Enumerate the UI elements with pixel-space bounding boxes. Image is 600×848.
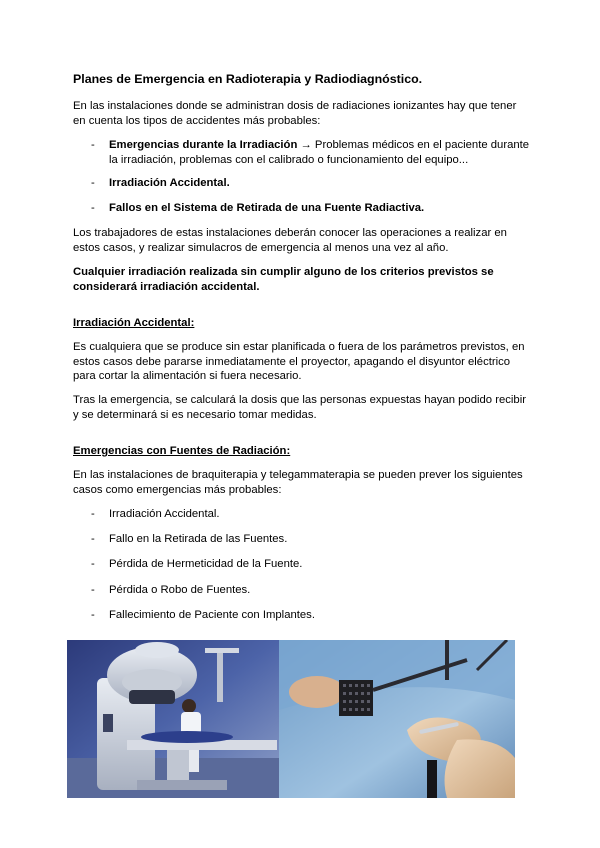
bullet-dash: - xyxy=(91,139,95,151)
photo-strip xyxy=(67,640,515,798)
list-item-text: Fallo en la Retirada de las Fuentes. xyxy=(109,533,288,545)
section-heading-irradiacion: Irradiación Accidental: xyxy=(73,317,195,329)
bullet-dash: - xyxy=(91,609,95,621)
bullet-dash: - xyxy=(91,584,95,596)
bullet-dash: - xyxy=(91,533,95,545)
bullet-bold-text: Emergencias durante la Irradiación xyxy=(109,139,298,151)
fuentes-paragraph: En las instalaciones de braquiterapia y telegammaterapia se pueden prever los siguientes casos como emergencias más probables: xyxy=(73,469,523,496)
irradiacion-paragraph-1: Es cualquiera que se produce sin estar planificada o fuera de los parámetros previstos, en estos casos debe pararse inmediatamente el proyector, apagando el disyuntor eléctrico para cortar la alimentación si fuera necesario. xyxy=(73,341,525,382)
list-item-text: Fallecimiento de Paciente con Implantes. xyxy=(109,609,315,621)
bullet-dash: - xyxy=(91,558,95,570)
bullet-dash: - xyxy=(91,177,95,189)
bullet-bold-text: Fallos en el Sistema de Retirada de una Fuente Radiactiva. xyxy=(109,202,425,214)
intro-paragraph: En las instalaciones donde se administran dosis de radiaciones ionizantes hay que tener en cuenta los tipos de accidentes más probables: xyxy=(73,100,517,127)
bold-statement: Cualquier irradiación realizada sin cumplir alguno de los criterios previstos se considerará irradiación accidental. xyxy=(73,266,494,293)
bullet-dash: - xyxy=(91,508,95,520)
bullet-text xyxy=(109,138,531,167)
list-item-text: Pérdida o Robo de Fuentes. xyxy=(109,584,251,596)
section-heading-fuentes: Emergencias con Fuentes de Radiación: xyxy=(73,445,291,457)
list-item-text: Pérdida de Hermeticidad de la Fuente. xyxy=(109,558,303,570)
list-item-text: Irradiación Accidental. xyxy=(109,508,220,520)
document-title: Planes de Emergencia en Radioterapia y Radiodiagnóstico. xyxy=(73,72,423,86)
irradiacion-paragraph-2: Tras la emergencia, se calculará la dosis que las personas expuestas hayan podido recibir y se determinará si es necesario tomar medidas. xyxy=(73,394,526,421)
bullet-bold-text: Irradiación Accidental. xyxy=(109,177,230,189)
bullet-text xyxy=(109,201,531,216)
bullet-rest-text: → Problemas médicos en el paciente durante la irradiación, problemas con el calibrado o funcionamiento del equipo... xyxy=(109,139,530,166)
radiotherapy-room-photo xyxy=(67,640,279,798)
workers-paragraph: Los trabajadores de estas instalaciones deberán conocer las operaciones a realizar en estos casos, y realizar simulacros de emergencia al menos una vez al año. xyxy=(73,227,507,254)
bullet-text xyxy=(109,176,531,191)
brachytherapy-procedure-photo xyxy=(279,640,515,798)
bullet-dash: - xyxy=(91,202,95,214)
